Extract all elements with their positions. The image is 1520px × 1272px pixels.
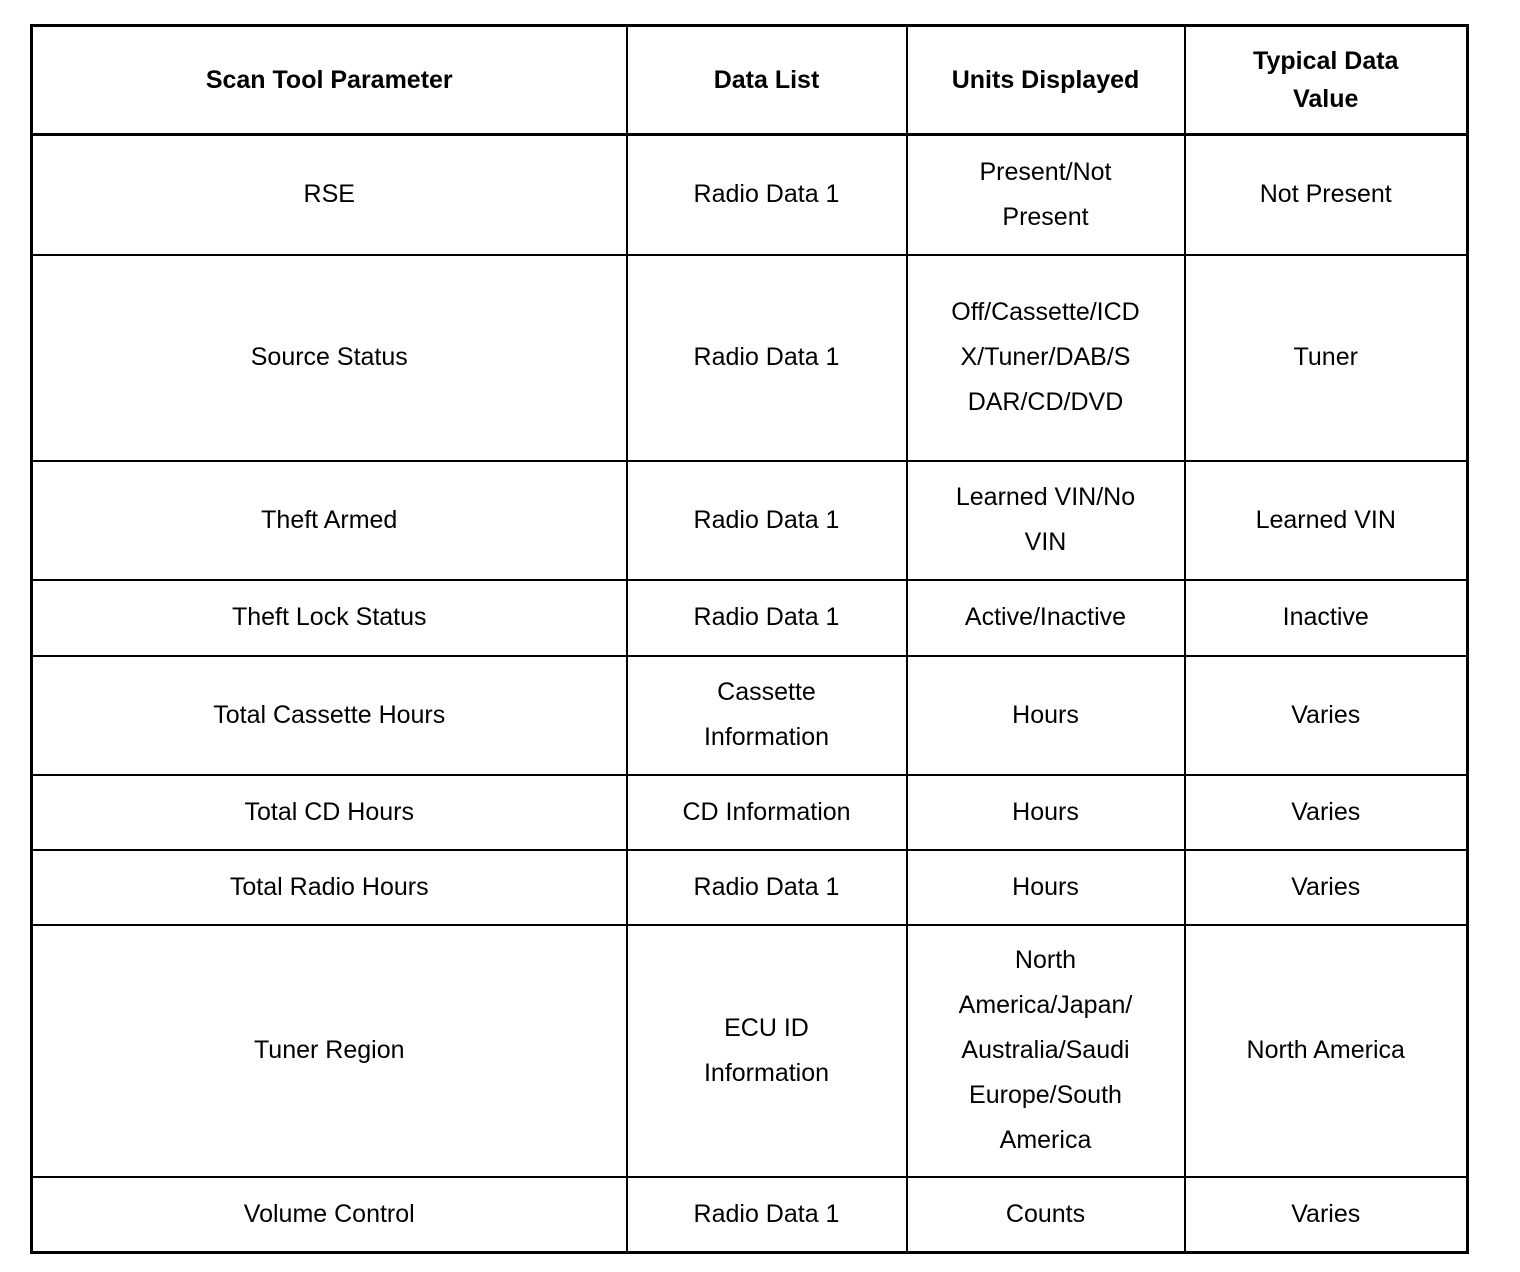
- cell-parameter: Total Radio Hours: [32, 850, 627, 925]
- cell-typical-value: Varies: [1185, 656, 1468, 775]
- header-scan-tool-parameter: Scan Tool Parameter: [32, 26, 627, 135]
- cell-typical-value: Not Present: [1185, 135, 1468, 255]
- cell-parameter: Volume Control: [32, 1177, 627, 1253]
- cell-typical-value: Varies: [1185, 1177, 1468, 1253]
- table-row: [32, 656, 1468, 775]
- cell-typical-value: Tuner: [1185, 255, 1468, 461]
- cell-data-list: Radio Data 1: [627, 461, 907, 580]
- table-row: [32, 775, 1468, 850]
- header-units-displayed: Units Displayed: [907, 26, 1185, 135]
- cell-typical-value: Inactive: [1185, 580, 1468, 656]
- table-header-row: [32, 26, 1468, 135]
- cell-typical-value: Learned VIN: [1185, 461, 1468, 580]
- header-data-list: Data List: [627, 26, 907, 135]
- cell-data-list: Radio Data 1: [627, 1177, 907, 1253]
- table-row: [32, 461, 1468, 580]
- cell-units: Active/Inactive: [907, 580, 1185, 656]
- cell-units: Hours: [907, 850, 1185, 925]
- cell-units: Off/Cassette/ICD X/Tuner/DAB/S DAR/CD/DVD: [907, 255, 1185, 461]
- cell-typical-value: Varies: [1185, 775, 1468, 850]
- cell-parameter: Source Status: [32, 255, 627, 461]
- table-row: [32, 850, 1468, 925]
- cell-parameter: RSE: [32, 135, 627, 255]
- cell-data-list: CD Information: [627, 775, 907, 850]
- cell-parameter: Total Cassette Hours: [32, 656, 627, 775]
- table-row: [32, 1177, 1468, 1253]
- header-typical-data-value: Typical Data Value: [1185, 26, 1468, 135]
- cell-data-list: Radio Data 1: [627, 255, 907, 461]
- table-row: [32, 135, 1468, 255]
- cell-parameter: Theft Lock Status: [32, 580, 627, 656]
- table-row: [32, 255, 1468, 461]
- cell-data-list: Radio Data 1: [627, 580, 907, 656]
- cell-data-list: Radio Data 1: [627, 135, 907, 255]
- cell-data-list: Cassette Information: [627, 656, 907, 775]
- cell-units: Hours: [907, 775, 1185, 850]
- cell-typical-value: North America: [1185, 925, 1468, 1177]
- table-row: [32, 925, 1468, 1177]
- cell-typical-value: Varies: [1185, 850, 1468, 925]
- cell-units: Hours: [907, 656, 1185, 775]
- table-row: [32, 580, 1468, 656]
- cell-parameter: Theft Armed: [32, 461, 627, 580]
- cell-data-list: Radio Data 1: [627, 850, 907, 925]
- cell-units: Learned VIN/No VIN: [907, 461, 1185, 580]
- cell-units: North America/Japan/ Australia/Saudi Europe/South America: [907, 925, 1185, 1177]
- cell-units: Present/Not Present: [907, 135, 1185, 255]
- cell-units: Counts: [907, 1177, 1185, 1253]
- cell-parameter: Tuner Region: [32, 925, 627, 1177]
- cell-parameter: Total CD Hours: [32, 775, 627, 850]
- cell-data-list: ECU ID Information: [627, 925, 907, 1177]
- scan-tool-parameter-table: [30, 24, 1469, 1254]
